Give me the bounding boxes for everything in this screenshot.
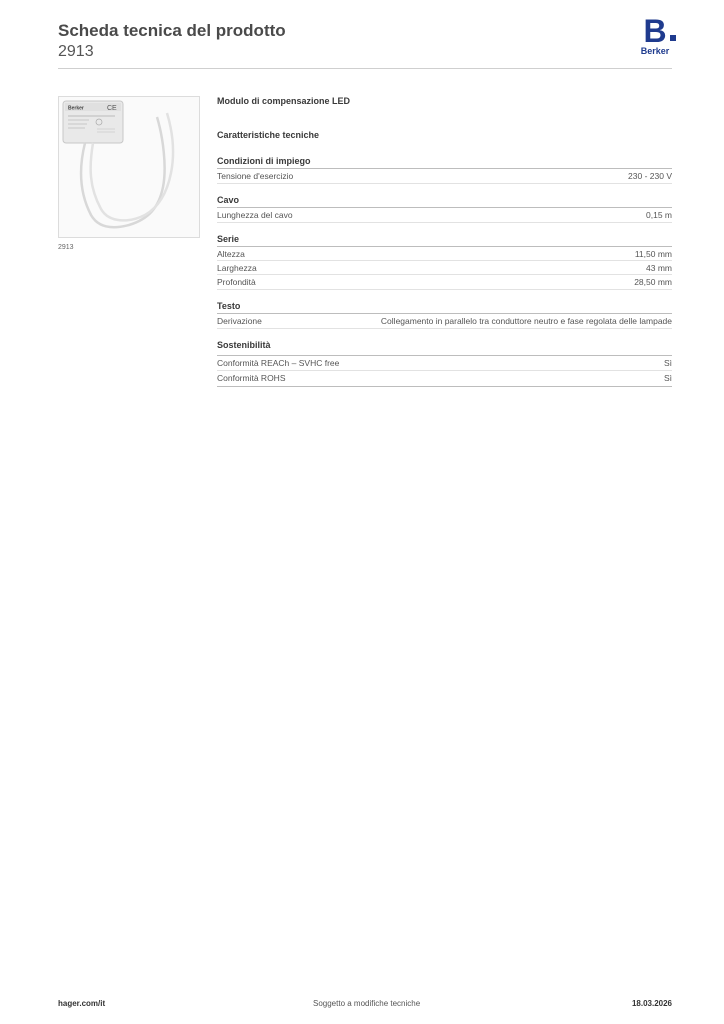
led-module-illustration [59,97,199,237]
section-divider [217,246,672,247]
product-code: 2913 [58,43,94,60]
berker-logo [638,13,672,56]
row-divider [217,274,672,275]
row-divider [217,260,672,261]
footer-date: 18.03.2026 [631,999,672,1008]
section-divider [217,313,672,314]
row-divider [217,222,672,223]
spec-row [217,171,672,181]
section-heading-cavo: Cavo [217,195,240,205]
spec-value: 43 mm [646,263,672,273]
row-divider [217,183,672,184]
logo-text: Berker [640,46,670,56]
spec-key: Tensione d'esercizio [217,171,294,181]
row-divider [217,370,672,371]
spec-value: 11,50 mm [634,249,672,259]
spec-value: 28,50 mm [634,277,672,287]
features-heading: Caratteristiche tecniche [217,130,320,140]
row-divider [217,386,672,387]
image-caption: 2913 [58,244,74,251]
spec-value: Collegamento in parallelo tra conduttore neutro e fase regolata delle lampade [380,316,672,326]
spec-row [217,249,672,259]
spec-row [217,316,672,326]
module-brand-label: Berker [68,105,84,112]
spec-key: Conformità ROHS [217,373,286,383]
spec-key: Larghezza [217,263,257,273]
ce-mark: CE [107,105,117,112]
section-heading-condizioni: Condizioni di impiego [217,156,311,166]
spec-row [217,373,672,383]
spec-row [217,263,672,273]
section-heading-testo: Testo [217,301,241,311]
product-image [58,96,200,238]
page-header [58,20,286,62]
website-link[interactable]: hager.com/it [58,999,106,1008]
spec-value: Sì [663,358,672,368]
spec-key: Profondità [217,277,256,287]
spec-value: 0,15 m [646,210,672,220]
spec-value: Sì [663,373,672,383]
spec-key: Derivazione [217,316,262,326]
section-divider [217,207,672,208]
header-divider [58,68,672,69]
page-title: Scheda tecnica del prodotto [58,21,286,40]
row-divider [217,328,672,329]
spec-key: Conformità REACh – SVHC free [217,358,340,368]
product-name: Modulo di compensazione LED [217,96,351,106]
spec-key: Lunghezza del cavo [217,210,293,220]
spec-row [217,358,672,368]
section-heading-serie: Serie [217,234,240,244]
spec-row [217,277,672,287]
spec-value: 230 - 230 V [628,171,672,181]
section-divider [217,355,672,356]
section-divider [217,168,672,169]
section-heading-sostenibilita: Sostenibilità [217,340,271,350]
spec-key: Altezza [217,249,245,259]
spec-row [217,210,672,220]
row-divider [217,289,672,290]
footer-note: Soggetto a modifiche tecniche [313,999,421,1008]
logo-mark: B [638,17,672,45]
